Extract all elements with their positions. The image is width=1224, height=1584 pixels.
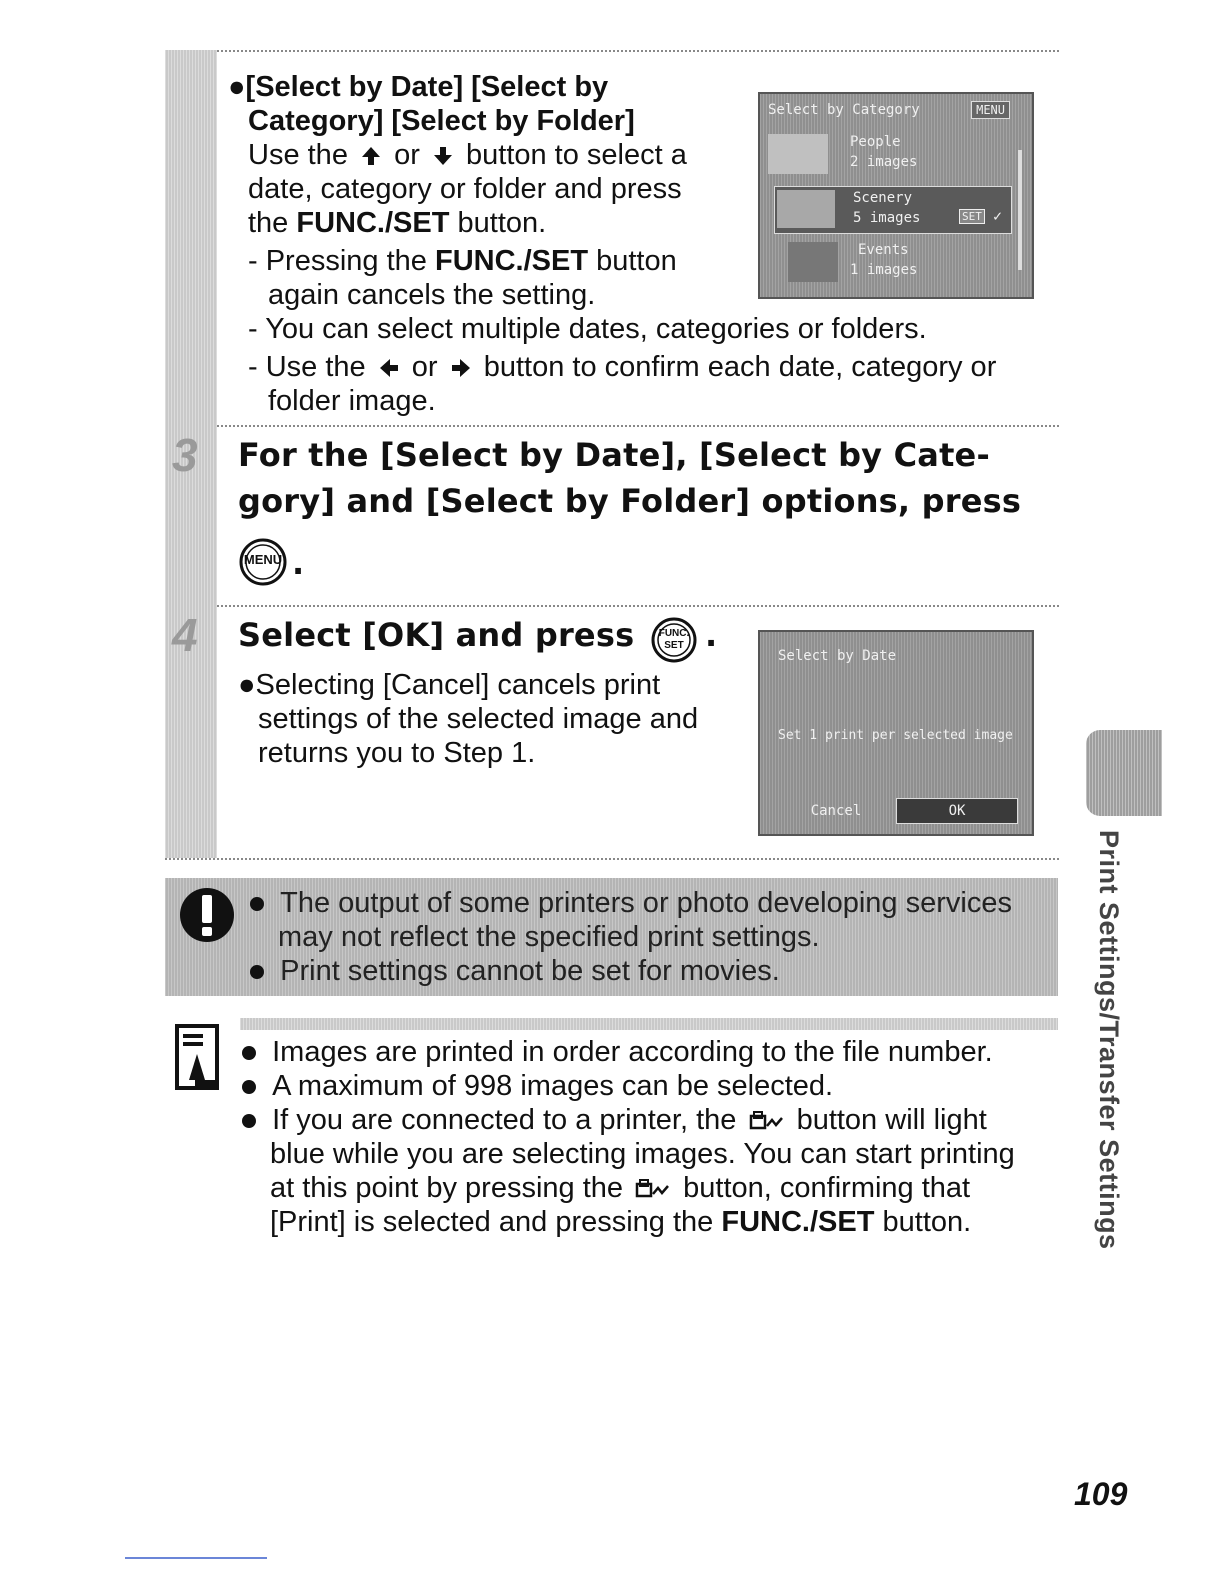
bottom-rule	[125, 1557, 267, 1559]
item-count: 2 images	[850, 154, 918, 170]
step3-heading	[238, 432, 1058, 524]
text: button, confirming that	[683, 1172, 971, 1204]
heading-line: For the [Select by Date], [Select by Cate-	[238, 436, 990, 474]
text: button	[596, 245, 677, 277]
text: Selecting [Cancel] cancels print	[255, 669, 661, 701]
text: - Use the	[248, 351, 366, 383]
screen-message: Set 1 print per selected image	[778, 728, 1013, 743]
text: button will light	[796, 1104, 987, 1136]
print-share-icon	[635, 1178, 671, 1200]
camera-screen-select-by-category	[758, 92, 1034, 299]
menu-badge: MENU	[971, 101, 1010, 119]
memo-icon	[175, 1024, 219, 1090]
up-arrow-icon	[360, 145, 382, 167]
left-arrow-icon	[378, 357, 400, 379]
text: FUNC./SET	[434, 245, 589, 277]
scrollbar	[1018, 150, 1022, 270]
step-number-4: 4	[172, 609, 198, 661]
text: button to confirm each date, category or	[483, 351, 997, 383]
text: or	[394, 139, 420, 171]
section-title-line1: [Select by Date] [Select by	[245, 71, 609, 103]
chapter-tab	[1086, 730, 1162, 816]
text: [Print] is selected and pressing the	[270, 1206, 714, 1238]
bullet	[242, 1114, 256, 1128]
text: - Pressing the	[248, 245, 427, 277]
check-icon: ✓	[993, 207, 1003, 225]
step-number-3: 3	[172, 429, 198, 481]
down-arrow-icon	[432, 145, 454, 167]
text: returns you to Step 1.	[258, 737, 536, 769]
page-number: 109	[1074, 1476, 1128, 1512]
text: If you are connected to a printer, the	[272, 1104, 737, 1136]
item-name: People	[850, 134, 901, 150]
text: button.	[457, 207, 547, 239]
text: - You can select multiple dates, categories or folders.	[248, 313, 927, 345]
thumbnail	[788, 242, 838, 282]
text: settings of the selected image and	[258, 703, 699, 735]
bullet	[250, 897, 264, 911]
text: button to select a	[466, 139, 687, 171]
set-label: SET	[664, 640, 684, 651]
section-title-line2: Category] [Select by Folder]	[248, 105, 635, 137]
text: or	[411, 351, 438, 383]
bullet: ●	[228, 71, 246, 103]
notes-rule	[240, 1018, 1058, 1030]
section-select-by	[228, 70, 748, 312]
text: date, category or folder and press	[248, 173, 682, 205]
bullet	[242, 1080, 256, 1094]
list-item-selected	[774, 186, 1012, 234]
menu-icon-label: MENU	[243, 552, 283, 567]
text: button.	[882, 1206, 972, 1238]
list-item	[768, 238, 1008, 286]
step4-rule	[217, 605, 1059, 607]
item-count: 5 images	[853, 210, 921, 226]
text: Images are printed in order according to the file number.	[272, 1036, 993, 1068]
item-name: Scenery	[853, 190, 913, 206]
text: Print settings cannot be set for movies.	[280, 955, 780, 987]
text: FUNC./SET	[296, 207, 450, 239]
thumbnail	[768, 134, 828, 174]
func-label: FUNC.	[658, 628, 690, 639]
item-name: Events	[858, 242, 909, 258]
caution-icon	[178, 886, 236, 944]
right-arrow-icon	[450, 357, 472, 379]
top-rule	[217, 50, 1059, 52]
menu-button-icon	[238, 537, 284, 583]
notes-text	[242, 1035, 1052, 1239]
chapter-label: Print Settings/Transfer Settings	[1094, 830, 1124, 1250]
list-item	[768, 130, 1008, 178]
steps-bottom-rule	[165, 858, 1059, 860]
text: A maximum of 998 images can be selected.	[272, 1070, 834, 1102]
bullet	[242, 1046, 256, 1060]
step4-period: .	[705, 616, 718, 654]
heading-line: gory] and [Select by Folder] options, press	[238, 482, 1022, 520]
text: folder image.	[268, 385, 436, 417]
thumbnail	[777, 190, 835, 228]
bullet	[250, 965, 264, 979]
text: at this point by pressing the	[270, 1172, 624, 1204]
cancel-button: Cancel	[810, 803, 862, 819]
func-set-button-icon	[650, 616, 698, 664]
step3-rule	[217, 425, 1059, 427]
text: may not reflect the specified print settings.	[278, 921, 820, 953]
print-share-icon	[749, 1110, 785, 1132]
text: FUNC./SET	[721, 1206, 875, 1238]
section-dash-notes	[248, 312, 1048, 418]
text: The output of some printers or photo developing services	[280, 887, 1012, 919]
set-badge: SET	[959, 209, 985, 224]
step4-heading: Select [OK] and press	[238, 616, 635, 654]
text: again cancels the setting.	[268, 279, 596, 311]
caution-text	[250, 886, 1050, 988]
ok-button: OK	[896, 798, 1018, 824]
item-count: 1 images	[850, 262, 918, 278]
text: the	[248, 207, 289, 239]
text: blue while you are selecting images. You can start printing	[270, 1138, 1015, 1170]
bullet: ●	[238, 669, 256, 701]
step3-period: .	[292, 544, 305, 582]
step4-body	[238, 668, 738, 770]
screen-title: Select by Category	[768, 102, 920, 118]
camera-screen-select-by-date	[758, 630, 1034, 836]
screen-title: Select by Date	[778, 648, 897, 664]
text: Use the	[248, 139, 348, 171]
